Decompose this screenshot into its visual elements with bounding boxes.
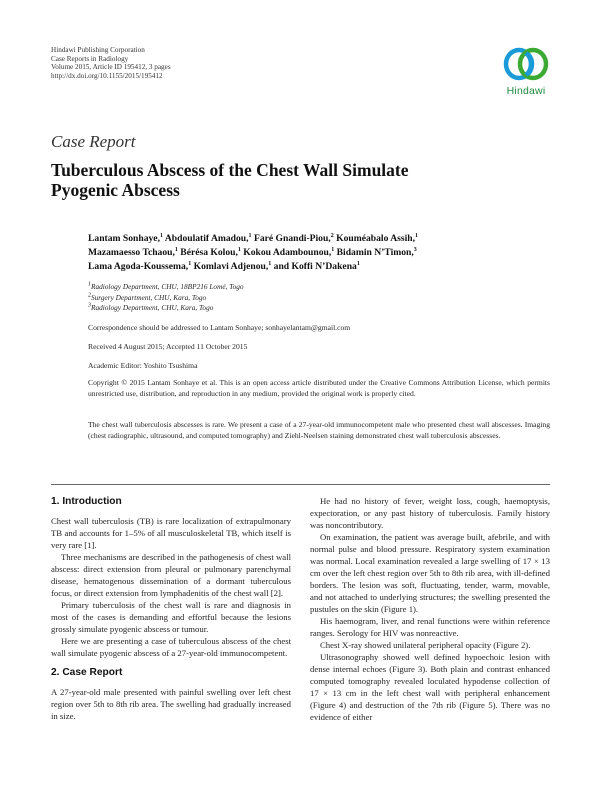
paragraph: Three mechanisms are described in the pathogenesis of chest wall abscess: direct extension from pleural or pulmonary parenchymal disease, hematogenous dissemination of a dormant tuberculous focus, or direct extension from lymphadenitis of the chest wall [2]. [51,552,291,598]
author: Lantam Sonhaye,$^1$ [88,232,163,244]
title-line-1: Tuberculous Abscess of the Chest Wall Simulate [51,160,409,180]
affiliation: $^1$Radiology Department, CHU, 18BP216 Lomé, Togo [88,281,244,291]
hindawi-logo-icon [503,44,549,84]
author: Lama Agoda-Koussema,$^1$ [88,260,192,272]
right-column [310,495,550,723]
author: and Koffi N’Dakena$^1$ [273,260,360,272]
copyright-notice: Copyright © 2015 Lantam Sonhaye et al. This is an open access article distributed under the Creative Commons Attribution License, which permits unrestricted use, distribution, and reproduction in any medium, provided the original work is properly cited. [88,378,550,398]
volume-line: Volume 2015, Article ID 195412, 3 pages [51,63,171,72]
correspondence: Correspondence should be addressed to Lantam Sonhaye; sonhayelantam@gmail.com [88,323,351,332]
affiliation: $^3$Radiology Department, CHU, Kara, Togo [88,302,214,312]
paragraph: Chest wall tuberculosis (TB) is rare localization of extrapulmonary TB and accounts for 1–5% of all musculoskeletal TB, which itself is very rare [1]. [51,516,291,550]
received-dates: Received 4 August 2015; Accepted 11 October 2015 [88,342,248,351]
section-heading-case-report: 2. Case Report [51,667,123,678]
author: Bérésa Kolou,$^1$ [180,246,241,258]
author: Kouméabalo Assih,$^1$ [336,232,419,244]
academic-editor: Academic Editor: Yoshito Tsushima [88,361,198,370]
paragraph: Primary tuberculosis of the chest wall is rare and diagnosis in most of the cases is demanding and effortful because the lesions grossly simulate pyogenic abscess or tumour. [51,600,291,634]
paragraph: His haemogram, liver, and renal functions were within reference ranges. Serology for HIV was nonreactive. [310,616,550,638]
paragraph: Here we are presenting a case of tuberculous abscess of the chest wall simulate pyogenic abscess of a 27-year-old immunocompetent. [51,636,291,658]
author: Komlavi Adjenou,$^1$ [193,260,272,272]
left-column [51,495,291,722]
affiliation-list [88,282,244,314]
logo-wordmark: Hindawi [506,85,546,97]
author-list [88,232,518,274]
journal-header [51,46,171,80]
abstract: The chest wall tuberculosis abscesses is rare. We present a case of a 27-year-old immunocompetent male who presented chest wall abscesses. Imaging (chest radiographic, ultrasound, and computed tomography) and Ziehl-Neelsen staining demonstrated chest wall tuberculosis abscesses. [88,420,550,440]
author: Mazamaesso Tchaou,$^1$ [88,246,178,258]
paragraph: On examination, the patient was average built, afebrile, and with normal pulse and blood pressure. Respiratory system examination was normal. Local examination revealed a large swelling of 17 × 13 cm over the left chest region over 5th to 8th rib area, with ill-defined borders. The lesion was soft, fluctuating, tender, warm, movable, and not attached to underlying structures; the swelling presented the pustules on the skin (Figure 1). [310,532,550,614]
paragraph: Chest X-ray showed unilateral peripheral opacity (Figure 2). [320,640,531,650]
article-title [51,160,471,200]
paragraph: He had no history of fever, weight loss, cough, haemoptysis, expectoration, or any past history of tuberculosis. Family history was noncontributory. [310,496,550,530]
article-type: Case Report [51,132,136,151]
doi-link[interactable]: http://dx.doi.org/10.1155/2015/195412 [51,71,163,80]
affiliation: $^2$Surgery Department, CHU, Kara, Togo [88,292,207,302]
hindawi-logo [496,44,556,97]
title-line-2: Pyogenic Abscess [51,180,180,200]
author: Bidamin N’Timon,$^3$ [336,246,417,258]
author: Kokou Adambounou,$^1$ [243,246,335,258]
author: Abdoulatif Amadou,$^1$ [164,232,252,244]
section-heading-introduction: 1. Introduction [51,496,122,507]
publisher-line: Hindawi Publishing Corporation [51,46,145,54]
divider [51,484,550,485]
paragraph: A 27-year-old male presented with painful swelling over left chest region over 5th to 8th rib area. The swelling had gradually increased in size. [51,687,291,721]
author: Faré Gnandi-Piou,$^2$ [253,232,334,244]
journal-name: Case Reports in Radiology [51,54,129,63]
paragraph: Ultrasonography showed well defined hypoechoic lesion with dense internal echoes (Figure 3). Both plain and contrast enhanced computed tomography revealed loculated hypodense collection of 17 × 13 cm in the left chest wall with peripheral enhancement (Figure 4) and destruction of the 7th rib (Figure 5). There was no evidence of either [310,652,550,722]
